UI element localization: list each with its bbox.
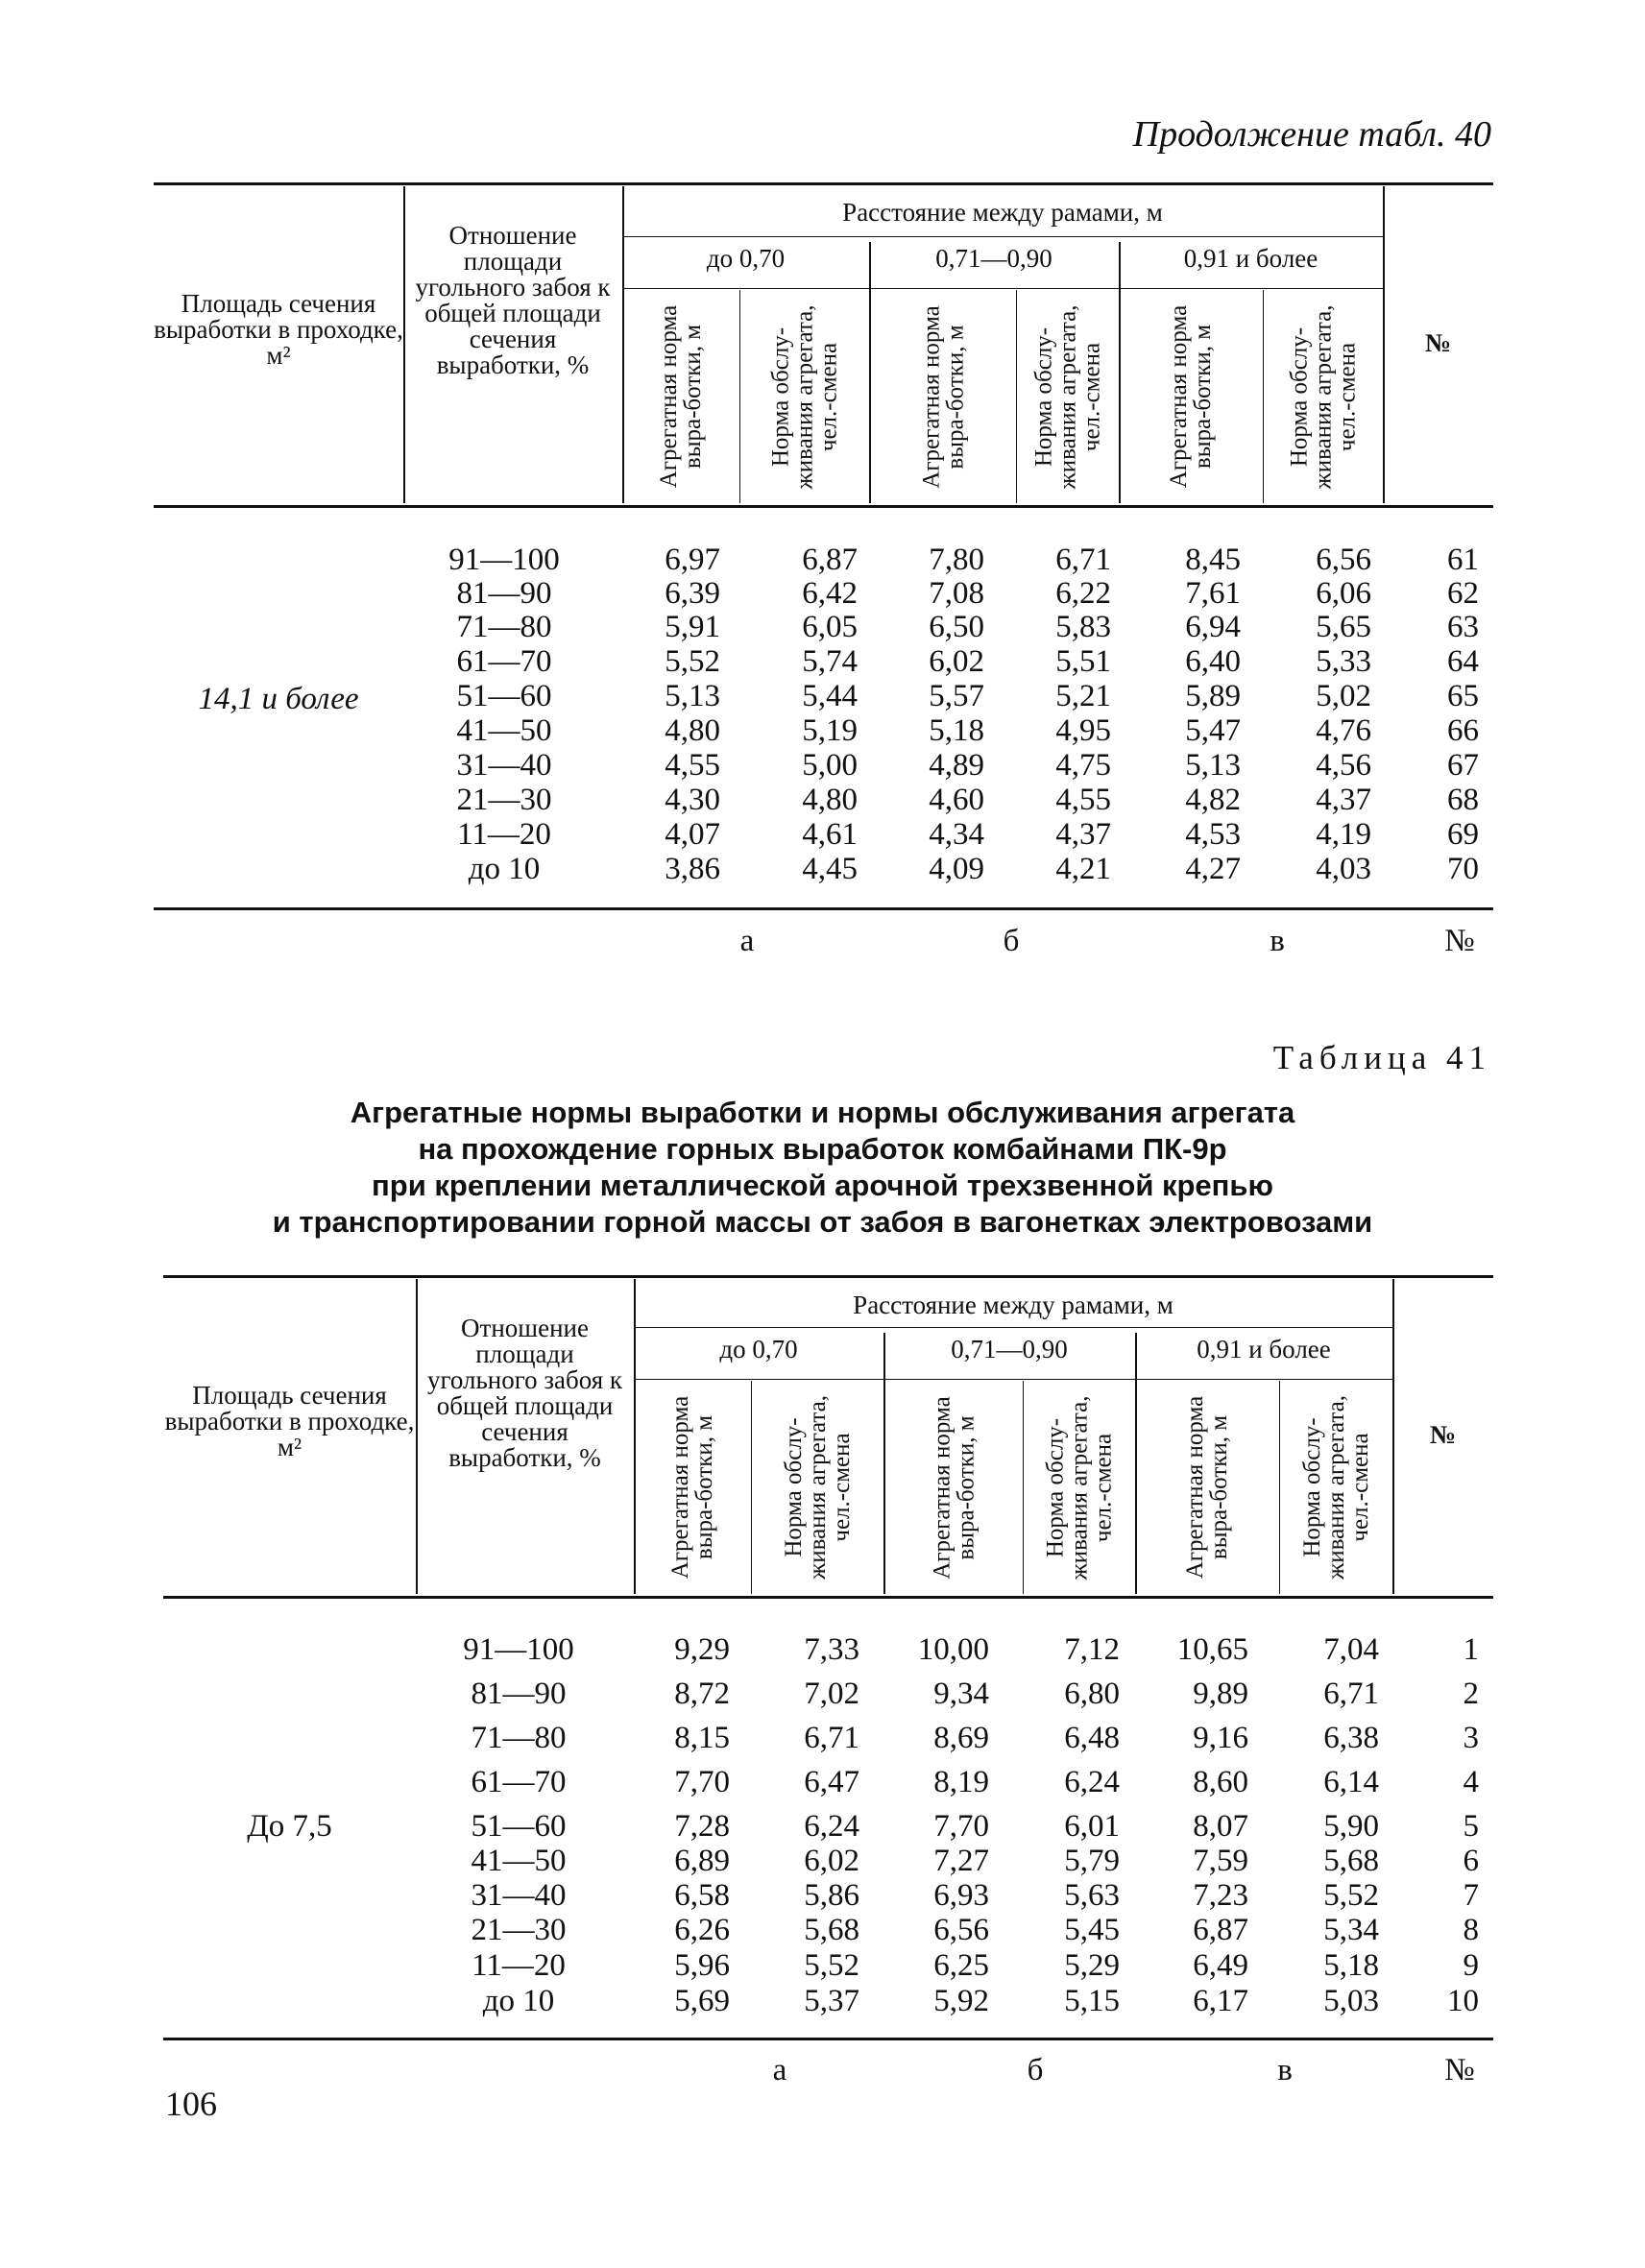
value-cell: 6,56 — [1316, 543, 1371, 577]
table-top-rule — [154, 182, 1493, 185]
value-cell: 6,93 — [933, 1878, 989, 1913]
value-cell: 9,16 — [1193, 1721, 1248, 1755]
row-number: 8 — [1463, 1913, 1479, 1947]
value-cell: 5,47 — [1185, 713, 1241, 748]
column-rule — [416, 1279, 418, 1594]
value-cell: 6,02 — [804, 1844, 859, 1878]
area-value: До 7,5 — [247, 1809, 332, 1844]
value-cell: 7,80 — [929, 543, 984, 577]
value-cell: 4,76 — [1316, 713, 1371, 748]
row-number: 68 — [1447, 783, 1479, 817]
distance-rule — [622, 236, 1383, 237]
footer-label: № — [1444, 2053, 1475, 2087]
value-cell: 6,71 — [804, 1721, 859, 1755]
value-cell: 5,89 — [1185, 679, 1241, 713]
value-cell: 5,79 — [1064, 1844, 1120, 1878]
value-cell: 5,69 — [674, 1984, 730, 2018]
area-value: 14,1 и более — [198, 682, 359, 716]
value-cell: 4,80 — [802, 783, 858, 817]
header-bottom-rule — [163, 1596, 1493, 1599]
value-cell: 5,63 — [1064, 1878, 1120, 1913]
value-cell: 7,33 — [804, 1632, 859, 1667]
value-cell: 6,24 — [1064, 1765, 1120, 1799]
value-cell: 4,30 — [665, 783, 720, 817]
value-cell: 5,13 — [1185, 748, 1241, 783]
sub-column-rule — [1023, 1381, 1024, 1594]
distance-subgroup-header: 0,91 и более — [1183, 244, 1318, 273]
value-cell: 9,89 — [1193, 1677, 1248, 1711]
title-line: при креплении металлической арочной трехзвенной крепью — [372, 1169, 1273, 1202]
ratio-range: 31—40 — [456, 748, 552, 783]
title-line: и транспортировании горной массы от забоя в вагонетках электровозами — [272, 1205, 1373, 1239]
value-cell: 6,94 — [1185, 610, 1241, 644]
row-number: 65 — [1447, 679, 1479, 713]
row-number: 2 — [1463, 1677, 1479, 1711]
value-cell: 6,39 — [665, 576, 720, 611]
value-cell: 4,60 — [929, 783, 984, 817]
value-cell: 3,86 — [665, 852, 720, 886]
group-column-rule — [869, 242, 871, 503]
sub-column-rule — [1279, 1381, 1280, 1594]
value-cell: 4,21 — [1055, 852, 1111, 886]
value-cell: 6,56 — [933, 1913, 989, 1947]
value-cell: 6,49 — [1193, 1948, 1248, 1983]
value-cell: 5,18 — [929, 713, 984, 748]
row-number: 4 — [1463, 1765, 1479, 1799]
distance-subgroup-header: до 0,70 — [719, 1335, 798, 1363]
value-cell: 6,89 — [674, 1844, 730, 1878]
value-cell: 4,56 — [1316, 748, 1371, 783]
value-cell: 4,53 — [1185, 817, 1241, 852]
value-cell: 4,75 — [1055, 748, 1111, 783]
value-cell: 5,19 — [802, 713, 858, 748]
ratio-range: до 10 — [468, 852, 541, 886]
value-cell: 4,82 — [1185, 783, 1241, 817]
value-cell: 5,65 — [1316, 610, 1371, 644]
value-cell: 5,00 — [802, 748, 858, 783]
distance-subgroup-header: 0,71—0,90 — [935, 244, 1052, 273]
value-cell: 5,86 — [804, 1878, 859, 1913]
distance-subgroup-header: 0,91 и более — [1197, 1335, 1331, 1363]
value-cell: 4,95 — [1055, 713, 1111, 748]
row-number: 10 — [1447, 1984, 1479, 2018]
footer-label: б — [1003, 924, 1020, 958]
table-top-rule — [163, 1275, 1493, 1278]
value-cell: 6,40 — [1185, 644, 1241, 679]
value-cell: 9,34 — [933, 1677, 989, 1711]
title-line: на прохождение горных выработок комбайнами ПК-9р — [418, 1132, 1227, 1166]
row-number: 1 — [1463, 1632, 1479, 1667]
ratio-range: 31—40 — [471, 1878, 567, 1913]
value-cell: 5,68 — [804, 1913, 859, 1947]
ratio-range: 71—80 — [456, 610, 552, 644]
value-cell: 7,02 — [804, 1677, 859, 1711]
row-number: 67 — [1447, 748, 1479, 783]
value-cell: 7,08 — [929, 576, 984, 611]
row-number: 9 — [1463, 1948, 1479, 1983]
value-cell: 6,42 — [802, 576, 858, 611]
norm-subheader: Агрегатная норма выра-ботки, м — [656, 304, 706, 489]
ratio-range: 41—50 — [456, 713, 552, 748]
value-cell: 7,70 — [933, 1809, 989, 1844]
value-cell: 6,05 — [802, 610, 858, 644]
value-cell: 8,69 — [933, 1721, 989, 1755]
sub-column-rule — [739, 290, 740, 503]
ratio-range: 71—80 — [471, 1721, 567, 1755]
footer-label: а — [772, 2053, 787, 2087]
value-cell: 5,52 — [804, 1948, 859, 1983]
number-column-header: № — [1429, 1420, 1457, 1449]
ratio-range: 91—100 — [448, 543, 560, 577]
value-cell: 6,01 — [1064, 1809, 1120, 1844]
value-cell: 4,37 — [1055, 817, 1111, 852]
value-cell: 4,55 — [1055, 783, 1111, 817]
value-cell: 6,22 — [1055, 576, 1111, 611]
number-column-header: № — [1424, 328, 1452, 357]
ratio-range: 11—20 — [457, 817, 551, 852]
row-number: 62 — [1447, 576, 1479, 611]
footer-label: № — [1444, 924, 1475, 958]
service-subheader: Норма обслу-живания агрегата, чел.-смена — [1042, 1395, 1116, 1580]
value-cell: 5,03 — [1323, 1984, 1379, 2018]
value-cell: 5,21 — [1055, 679, 1111, 713]
value-cell: 7,23 — [1193, 1878, 1248, 1913]
group-column-rule — [1135, 1333, 1137, 1594]
value-cell: 5,02 — [1316, 679, 1371, 713]
value-cell: 4,55 — [665, 748, 720, 783]
value-cell: 8,60 — [1193, 1765, 1248, 1799]
sub-column-rule — [1263, 290, 1264, 503]
value-cell: 5,90 — [1323, 1809, 1379, 1844]
footer-label: в — [1270, 924, 1285, 958]
ratio-range: 51—60 — [471, 1809, 567, 1844]
ratio-column-header: Отношение площади угольного забоя к общей площади сечения выработки, % — [415, 221, 611, 379]
value-cell: 5,51 — [1055, 644, 1111, 679]
value-cell: 5,45 — [1064, 1913, 1120, 1947]
value-cell: 6,25 — [933, 1948, 989, 1983]
value-cell: 5,18 — [1323, 1948, 1379, 1983]
row-number: 3 — [1463, 1721, 1479, 1755]
value-cell: 6,87 — [802, 543, 858, 577]
norm-subheader: Агрегатная норма выра-ботки, м — [1166, 304, 1216, 489]
ratio-range: 81—90 — [456, 576, 552, 611]
value-cell: 5,13 — [665, 679, 720, 713]
table-41-label: Таблица 41 — [1272, 1039, 1491, 1076]
value-cell: 6,80 — [1064, 1677, 1120, 1711]
row-number: 69 — [1447, 817, 1479, 852]
value-cell: 5,44 — [802, 679, 858, 713]
value-cell: 6,50 — [929, 610, 984, 644]
value-cell: 5,57 — [929, 679, 984, 713]
footer-label: в — [1277, 2053, 1293, 2087]
service-subheader: Норма обслу-живания агрегата, чел.-смена — [780, 1395, 855, 1580]
norm-subheader: Агрегатная норма выра-ботки, м — [917, 304, 968, 489]
distance-group-header: Расстояние между рамами, м — [853, 1291, 1173, 1319]
value-cell: 4,07 — [665, 817, 720, 852]
ratio-range: 51—60 — [456, 679, 552, 713]
title-line: Агрегатные нормы выработки и нормы обслуживания агрегата — [350, 1096, 1295, 1129]
header-bottom-rule — [154, 505, 1493, 508]
area-column-header: Площадь сечения выработки в проходке, м² — [164, 1381, 415, 1461]
norm-subheader: Агрегатная норма выра-ботки, м — [928, 1395, 979, 1580]
value-cell: 9,29 — [674, 1632, 730, 1667]
row-number: 61 — [1447, 543, 1479, 577]
ratio-range: до 10 — [482, 1984, 555, 2018]
value-cell: 6,47 — [804, 1765, 859, 1799]
ratio-range: 11—20 — [472, 1948, 566, 1983]
row-number: 7 — [1463, 1878, 1479, 1913]
value-cell: 4,89 — [929, 748, 984, 783]
value-cell: 4,27 — [1185, 852, 1241, 886]
value-cell: 8,15 — [674, 1721, 730, 1755]
distance-rule — [634, 1327, 1392, 1328]
ratio-range: 21—30 — [471, 1913, 567, 1947]
value-cell: 5,15 — [1064, 1984, 1120, 2018]
row-number: 70 — [1447, 852, 1479, 886]
value-cell: 5,83 — [1055, 610, 1111, 644]
service-subheader: Норма обслу-живания агрегата, чел.-смена — [767, 304, 841, 489]
footer-label: а — [739, 924, 755, 958]
value-cell: 5,68 — [1323, 1844, 1379, 1878]
value-cell: 5,96 — [674, 1948, 730, 1983]
ratio-range: 81—90 — [471, 1677, 567, 1711]
table-41-title — [0, 1095, 1645, 1241]
row-number: 5 — [1463, 1809, 1479, 1844]
sub-column-rule — [751, 1381, 752, 1594]
ratio-range: 61—70 — [456, 644, 552, 679]
value-cell: 4,37 — [1316, 783, 1371, 817]
value-cell: 4,45 — [802, 852, 858, 886]
value-cell: 6,48 — [1064, 1721, 1120, 1755]
row-number: 66 — [1447, 713, 1479, 748]
value-cell: 10,65 — [1176, 1632, 1248, 1667]
value-cell: 7,12 — [1064, 1632, 1120, 1667]
value-cell: 4,80 — [665, 713, 720, 748]
group-rule — [622, 288, 1383, 289]
value-cell: 6,06 — [1316, 576, 1371, 611]
value-cell: 6,71 — [1323, 1677, 1379, 1711]
table-bottom-rule — [154, 907, 1493, 910]
value-cell: 6,14 — [1323, 1765, 1379, 1799]
distance-subgroup-header: 0,71—0,90 — [951, 1335, 1068, 1363]
ratio-range: 91—100 — [463, 1632, 574, 1667]
service-subheader: Норма обслу-живания агрегата, чел.-смена — [1286, 304, 1360, 489]
value-cell: 7,04 — [1323, 1632, 1379, 1667]
value-cell: 6,87 — [1193, 1913, 1248, 1947]
group-column-rule — [1119, 242, 1121, 503]
footer-label: б — [1027, 2053, 1044, 2087]
column-rule — [622, 186, 624, 503]
value-cell: 6,02 — [929, 644, 984, 679]
value-cell: 7,70 — [674, 1765, 730, 1799]
value-cell: 5,33 — [1316, 644, 1371, 679]
value-cell: 5,34 — [1323, 1913, 1379, 1947]
value-cell: 5,52 — [1323, 1878, 1379, 1913]
service-subheader: Норма обслу-живания агрегата, чел.-смена — [1298, 1395, 1373, 1580]
value-cell: 4,61 — [802, 817, 858, 852]
value-cell: 4,03 — [1316, 852, 1371, 886]
value-cell: 8,19 — [933, 1765, 989, 1799]
column-rule — [634, 1279, 636, 1594]
value-cell: 8,72 — [674, 1677, 730, 1711]
value-cell: 5,52 — [665, 644, 720, 679]
ratio-range: 61—70 — [471, 1765, 567, 1799]
value-cell: 5,92 — [933, 1984, 989, 2018]
value-cell: 8,07 — [1193, 1809, 1248, 1844]
group-rule — [634, 1379, 1392, 1380]
norm-subheader: Агрегатная норма выра-ботки, м — [1182, 1395, 1232, 1580]
ratio-column-header: Отношение площади угольного забоя к общей площади сечения выработки, % — [426, 1314, 623, 1472]
value-cell: 7,28 — [674, 1809, 730, 1844]
value-cell: 10,00 — [917, 1632, 989, 1667]
value-cell: 7,27 — [933, 1844, 989, 1878]
value-cell: 5,91 — [665, 610, 720, 644]
value-cell: 7,59 — [1193, 1844, 1248, 1878]
service-subheader: Норма обслу-живания агрегата, чел.-смена — [1030, 304, 1104, 489]
sub-column-rule — [1016, 290, 1017, 503]
table-bottom-rule — [163, 2038, 1493, 2040]
value-cell: 4,19 — [1316, 817, 1371, 852]
continuation-label: Продолжение табл. 40 — [1132, 114, 1491, 155]
norm-subheader: Агрегатная норма выра-ботки, м — [667, 1395, 717, 1580]
page-number: 106 — [165, 2085, 217, 2123]
row-number: 63 — [1447, 610, 1479, 644]
value-cell: 5,29 — [1064, 1948, 1120, 1983]
value-cell: 6,71 — [1055, 543, 1111, 577]
area-column-header: Площадь сечения выработки в проходке, м² — [154, 289, 403, 370]
group-column-rule — [883, 1333, 885, 1594]
value-cell: 6,58 — [674, 1878, 730, 1913]
value-cell: 5,37 — [804, 1984, 859, 2018]
value-cell: 8,45 — [1185, 543, 1241, 577]
column-rule — [403, 186, 405, 503]
value-cell: 6,17 — [1193, 1984, 1248, 2018]
value-cell: 4,09 — [929, 852, 984, 886]
value-cell: 6,97 — [665, 543, 720, 577]
distance-subgroup-header: до 0,70 — [706, 244, 786, 273]
value-cell: 6,24 — [804, 1809, 859, 1844]
value-cell: 6,38 — [1323, 1721, 1379, 1755]
ratio-range: 21—30 — [456, 783, 552, 817]
row-number: 64 — [1447, 644, 1479, 679]
value-cell: 5,74 — [802, 644, 858, 679]
value-cell: 6,26 — [674, 1913, 730, 1947]
ratio-range: 41—50 — [471, 1844, 567, 1878]
value-cell: 7,61 — [1185, 576, 1241, 611]
distance-group-header: Расстояние между рамами, м — [842, 198, 1163, 227]
row-number: 6 — [1463, 1844, 1479, 1878]
value-cell: 4,34 — [929, 817, 984, 852]
